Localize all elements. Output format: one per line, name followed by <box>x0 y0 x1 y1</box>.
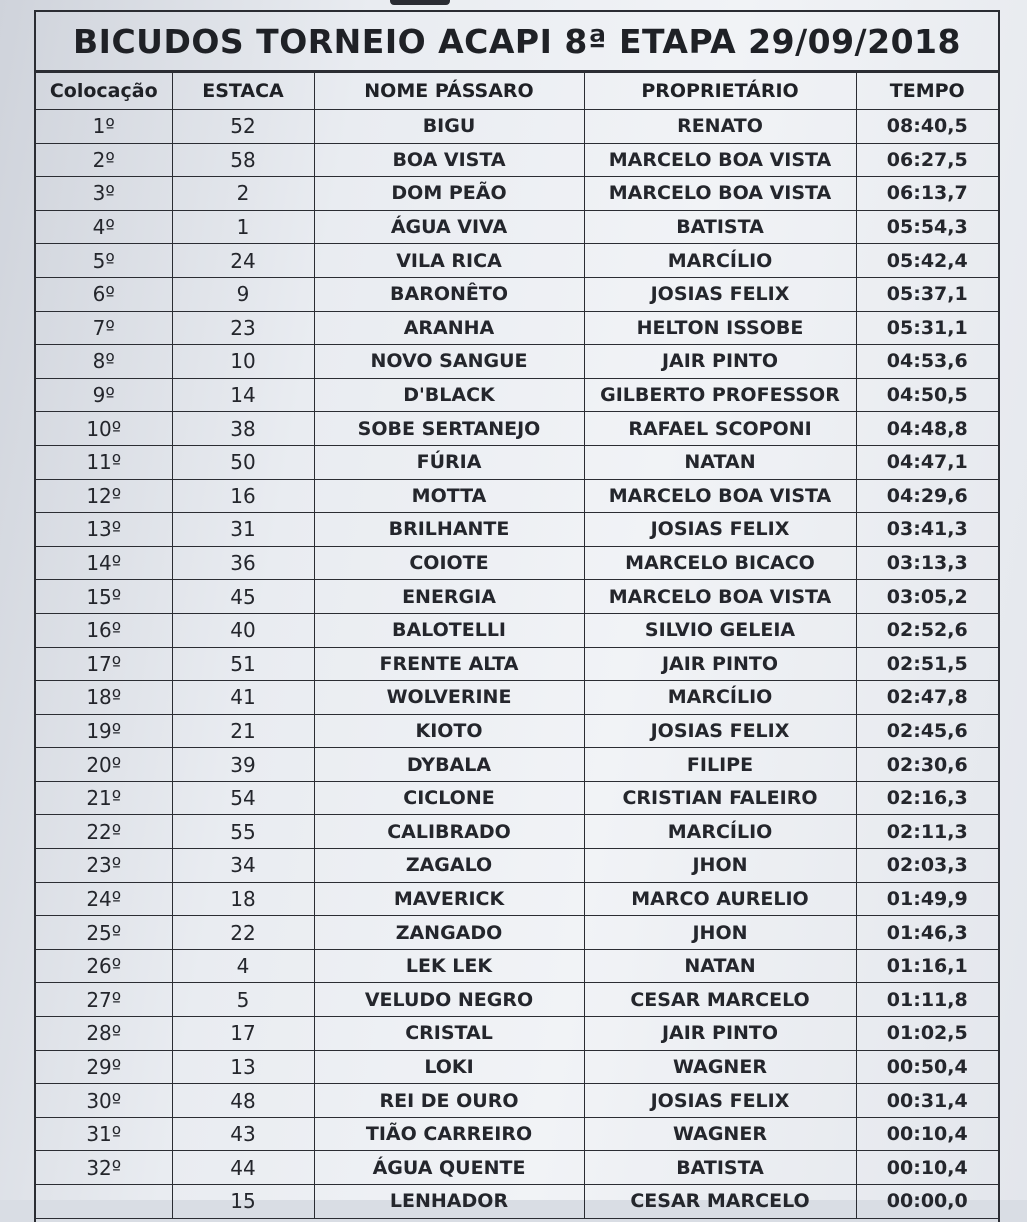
cell-nome-passaro: SOBE SERTANEJO <box>314 412 584 446</box>
cell-nome-passaro: BALOTELLI <box>314 613 584 647</box>
cell-proprietario: RENATO <box>584 110 856 144</box>
header-proprietario: PROPRIETÁRIO <box>584 73 856 110</box>
cell-nome-passaro: BRILHANTE <box>314 513 584 547</box>
cell-tempo: 01:02,5 <box>856 1017 998 1051</box>
table-row <box>36 781 998 815</box>
cell-nome-passaro: CRISTAL <box>314 1017 584 1051</box>
table-row <box>36 546 998 580</box>
cell-estaca: 44 <box>172 1151 314 1185</box>
cell-nome-passaro: KIOTO <box>314 714 584 748</box>
table-row <box>36 580 998 614</box>
cell-tempo: 00:00,0 <box>856 1185 998 1219</box>
table-row <box>36 1151 998 1185</box>
cell-colocacao: 20º <box>36 748 172 782</box>
cell-proprietario: JAIR PINTO <box>584 647 856 681</box>
cell-colocacao: 5º <box>36 244 172 278</box>
cell-proprietario: WAGNER <box>584 1117 856 1151</box>
cell-nome-passaro: BOA VISTA <box>314 143 584 177</box>
cell-proprietario: JOSIAS FELIX <box>584 1084 856 1118</box>
table-row <box>36 412 998 446</box>
cell-colocacao: 9º <box>36 378 172 412</box>
table-row <box>36 748 998 782</box>
cell-proprietario: CESAR MARCELO <box>584 1185 856 1219</box>
cell-tempo: 04:50,5 <box>856 378 998 412</box>
cell-proprietario: MARCÍLIO <box>584 681 856 715</box>
cell-estaca: 43 <box>172 1117 314 1151</box>
cell-colocacao: 6º <box>36 277 172 311</box>
cell-nome-passaro: ZAGALO <box>314 849 584 883</box>
table-row <box>36 378 998 412</box>
cell-tempo: 05:31,1 <box>856 311 998 345</box>
cell-estaca: 40 <box>172 613 314 647</box>
cell-estaca: 24 <box>172 244 314 278</box>
table-row <box>36 210 998 244</box>
cell-colocacao: 22º <box>36 815 172 849</box>
cell-tempo: 04:53,6 <box>856 345 998 379</box>
cell-tempo: 06:13,7 <box>856 177 998 211</box>
cell-tempo: 02:52,6 <box>856 613 998 647</box>
cell-tempo: 02:47,8 <box>856 681 998 715</box>
cell-proprietario: JOSIAS FELIX <box>584 714 856 748</box>
cell-nome-passaro: REI DE OURO <box>314 1084 584 1118</box>
table-body <box>36 110 998 1219</box>
cell-proprietario: HELTON ISSOBE <box>584 311 856 345</box>
cell-nome-passaro: DYBALA <box>314 748 584 782</box>
cell-colocacao: 18º <box>36 681 172 715</box>
cell-proprietario: JOSIAS FELIX <box>584 277 856 311</box>
cell-estaca: 10 <box>172 345 314 379</box>
clip-mark <box>390 0 450 5</box>
table-row <box>36 1084 998 1118</box>
cell-estaca: 14 <box>172 378 314 412</box>
cell-nome-passaro: FRENTE ALTA <box>314 647 584 681</box>
table-row <box>36 1185 998 1219</box>
cell-nome-passaro: TIÃO CARREIRO <box>314 1117 584 1151</box>
cell-tempo: 02:16,3 <box>856 781 998 815</box>
cell-estaca: 1 <box>172 210 314 244</box>
cell-estaca: 13 <box>172 1050 314 1084</box>
header-nome-passaro: NOME PÁSSARO <box>314 73 584 110</box>
cell-nome-passaro: CICLONE <box>314 781 584 815</box>
table-row <box>36 613 998 647</box>
cell-proprietario: CRISTIAN FALEIRO <box>584 781 856 815</box>
cell-proprietario: FILIPE <box>584 748 856 782</box>
cell-colocacao: 21º <box>36 781 172 815</box>
cell-tempo: 05:42,4 <box>856 244 998 278</box>
cell-colocacao: 31º <box>36 1117 172 1151</box>
header-colocacao: Colocação <box>36 73 172 110</box>
cell-estaca: 39 <box>172 748 314 782</box>
cell-estaca: 2 <box>172 177 314 211</box>
results-sheet <box>34 10 1000 1222</box>
cell-nome-passaro: ENERGIA <box>314 580 584 614</box>
cell-colocacao: 3º <box>36 177 172 211</box>
cell-tempo: 08:40,5 <box>856 110 998 144</box>
cell-tempo: 00:31,4 <box>856 1084 998 1118</box>
table-row <box>36 244 998 278</box>
cell-tempo: 01:11,8 <box>856 983 998 1017</box>
cell-proprietario: NATAN <box>584 445 856 479</box>
cell-nome-passaro: VILA RICA <box>314 244 584 278</box>
cell-nome-passaro: NOVO SANGUE <box>314 345 584 379</box>
cell-estaca: 50 <box>172 445 314 479</box>
cell-proprietario: MARCELO BOA VISTA <box>584 143 856 177</box>
cell-nome-passaro: FÚRIA <box>314 445 584 479</box>
cell-colocacao: 11º <box>36 445 172 479</box>
cell-estaca: 58 <box>172 143 314 177</box>
cell-nome-passaro: MAVERICK <box>314 882 584 916</box>
cell-colocacao: 4º <box>36 210 172 244</box>
cell-nome-passaro: LEK LEK <box>314 949 584 983</box>
table-row <box>36 479 998 513</box>
cell-nome-passaro: WOLVERINE <box>314 681 584 715</box>
cell-estaca: 51 <box>172 647 314 681</box>
cell-estaca: 18 <box>172 882 314 916</box>
table-row <box>36 647 998 681</box>
cell-proprietario: RAFAEL SCOPONI <box>584 412 856 446</box>
cell-colocacao: 14º <box>36 546 172 580</box>
cell-estaca: 5 <box>172 983 314 1017</box>
cell-colocacao <box>36 1185 172 1219</box>
cell-estaca: 31 <box>172 513 314 547</box>
cell-tempo: 02:03,3 <box>856 849 998 883</box>
cell-colocacao: 28º <box>36 1017 172 1051</box>
cell-nome-passaro: LOKI <box>314 1050 584 1084</box>
cell-colocacao: 13º <box>36 513 172 547</box>
cell-tempo: 01:16,1 <box>856 949 998 983</box>
cell-colocacao: 15º <box>36 580 172 614</box>
cell-colocacao: 30º <box>36 1084 172 1118</box>
table-row <box>36 513 998 547</box>
cell-nome-passaro: MOTTA <box>314 479 584 513</box>
cell-tempo: 06:27,5 <box>856 143 998 177</box>
cell-proprietario: JHON <box>584 849 856 883</box>
cell-nome-passaro: BARONÊTO <box>314 277 584 311</box>
cell-tempo: 03:05,2 <box>856 580 998 614</box>
cell-nome-passaro: ZANGADO <box>314 916 584 950</box>
cell-tempo: 02:30,6 <box>856 748 998 782</box>
cell-proprietario: BATISTA <box>584 210 856 244</box>
cell-proprietario: BATISTA <box>584 1151 856 1185</box>
cell-tempo: 02:45,6 <box>856 714 998 748</box>
cell-colocacao: 24º <box>36 882 172 916</box>
table-row <box>36 849 998 883</box>
table-row <box>36 916 998 950</box>
cell-estaca: 38 <box>172 412 314 446</box>
cell-colocacao: 2º <box>36 143 172 177</box>
cell-proprietario: JAIR PINTO <box>584 345 856 379</box>
cell-estaca: 41 <box>172 681 314 715</box>
cell-colocacao: 25º <box>36 916 172 950</box>
table-row <box>36 1017 998 1051</box>
cell-nome-passaro: ÁGUA VIVA <box>314 210 584 244</box>
table-row <box>36 1117 998 1151</box>
table-row <box>36 277 998 311</box>
cell-estaca: 45 <box>172 580 314 614</box>
cell-estaca: 9 <box>172 277 314 311</box>
cell-estaca: 54 <box>172 781 314 815</box>
table-row <box>36 815 998 849</box>
cell-estaca: 55 <box>172 815 314 849</box>
cell-proprietario: MARCO AURELIO <box>584 882 856 916</box>
cell-nome-passaro: ÁGUA QUENTE <box>314 1151 584 1185</box>
cell-estaca: 52 <box>172 110 314 144</box>
cell-colocacao: 10º <box>36 412 172 446</box>
cell-proprietario: JHON <box>584 916 856 950</box>
sheet-title: BICUDOS TORNEIO ACAPI 8ª ETAPA 29/09/2018 <box>36 12 998 72</box>
header-estaca: ESTACA <box>172 73 314 110</box>
cell-proprietario: MARCELO BICACO <box>584 546 856 580</box>
cell-proprietario: GILBERTO PROFESSOR <box>584 378 856 412</box>
header-tempo: TEMPO <box>856 73 998 110</box>
table-row <box>36 445 998 479</box>
header-row <box>36 73 998 110</box>
cell-proprietario: NATAN <box>584 949 856 983</box>
cell-estaca: 17 <box>172 1017 314 1051</box>
cell-estaca: 16 <box>172 479 314 513</box>
table-row <box>36 1050 998 1084</box>
cell-nome-passaro: DOM PEÃO <box>314 177 584 211</box>
cell-tempo: 01:49,9 <box>856 882 998 916</box>
cell-tempo: 04:47,1 <box>856 445 998 479</box>
cell-colocacao: 26º <box>36 949 172 983</box>
cell-proprietario: CESAR MARCELO <box>584 983 856 1017</box>
table-header <box>36 73 998 110</box>
cell-proprietario: MARCELO BOA VISTA <box>584 479 856 513</box>
cell-tempo: 00:10,4 <box>856 1117 998 1151</box>
cell-estaca: 21 <box>172 714 314 748</box>
table-row <box>36 311 998 345</box>
cell-estaca: 23 <box>172 311 314 345</box>
table-row <box>36 143 998 177</box>
table-row <box>36 345 998 379</box>
cell-colocacao: 1º <box>36 110 172 144</box>
table-row <box>36 110 998 144</box>
cell-estaca: 48 <box>172 1084 314 1118</box>
cell-tempo: 05:37,1 <box>856 277 998 311</box>
cell-tempo: 03:41,3 <box>856 513 998 547</box>
table-row <box>36 949 998 983</box>
cell-tempo: 04:29,6 <box>856 479 998 513</box>
cell-proprietario: MARCELO BOA VISTA <box>584 580 856 614</box>
cell-nome-passaro: CALIBRADO <box>314 815 584 849</box>
cell-colocacao: 16º <box>36 613 172 647</box>
cell-nome-passaro: LENHADOR <box>314 1185 584 1219</box>
cell-estaca: 22 <box>172 916 314 950</box>
table-row <box>36 983 998 1017</box>
cell-tempo: 03:13,3 <box>856 546 998 580</box>
cell-tempo: 00:50,4 <box>856 1050 998 1084</box>
table-row <box>36 882 998 916</box>
cell-colocacao: 17º <box>36 647 172 681</box>
cell-nome-passaro: VELUDO NEGRO <box>314 983 584 1017</box>
cell-estaca: 34 <box>172 849 314 883</box>
cell-tempo: 00:10,4 <box>856 1151 998 1185</box>
cell-estaca: 36 <box>172 546 314 580</box>
cell-proprietario: SILVIO GELEIA <box>584 613 856 647</box>
cell-proprietario: JOSIAS FELIX <box>584 513 856 547</box>
table-row <box>36 714 998 748</box>
cell-proprietario: WAGNER <box>584 1050 856 1084</box>
cell-proprietario: MARCÍLIO <box>584 244 856 278</box>
cell-estaca: 4 <box>172 949 314 983</box>
cell-colocacao: 32º <box>36 1151 172 1185</box>
table-row <box>36 177 998 211</box>
cell-proprietario: MARCÍLIO <box>584 815 856 849</box>
cell-colocacao: 27º <box>36 983 172 1017</box>
cell-colocacao: 19º <box>36 714 172 748</box>
cell-tempo: 04:48,8 <box>856 412 998 446</box>
cell-tempo: 02:11,3 <box>856 815 998 849</box>
cell-colocacao: 29º <box>36 1050 172 1084</box>
cell-estaca: 15 <box>172 1185 314 1219</box>
cell-colocacao: 8º <box>36 345 172 379</box>
cell-tempo: 02:51,5 <box>856 647 998 681</box>
cell-nome-passaro: BIGU <box>314 110 584 144</box>
cell-nome-passaro: D'BLACK <box>314 378 584 412</box>
cell-nome-passaro: ARANHA <box>314 311 584 345</box>
table-row <box>36 681 998 715</box>
results-table <box>36 72 998 1219</box>
cell-colocacao: 7º <box>36 311 172 345</box>
cell-proprietario: JAIR PINTO <box>584 1017 856 1051</box>
cell-proprietario: MARCELO BOA VISTA <box>584 177 856 211</box>
cell-tempo: 01:46,3 <box>856 916 998 950</box>
cell-tempo: 05:54,3 <box>856 210 998 244</box>
cell-colocacao: 23º <box>36 849 172 883</box>
cell-nome-passaro: COIOTE <box>314 546 584 580</box>
cell-colocacao: 12º <box>36 479 172 513</box>
